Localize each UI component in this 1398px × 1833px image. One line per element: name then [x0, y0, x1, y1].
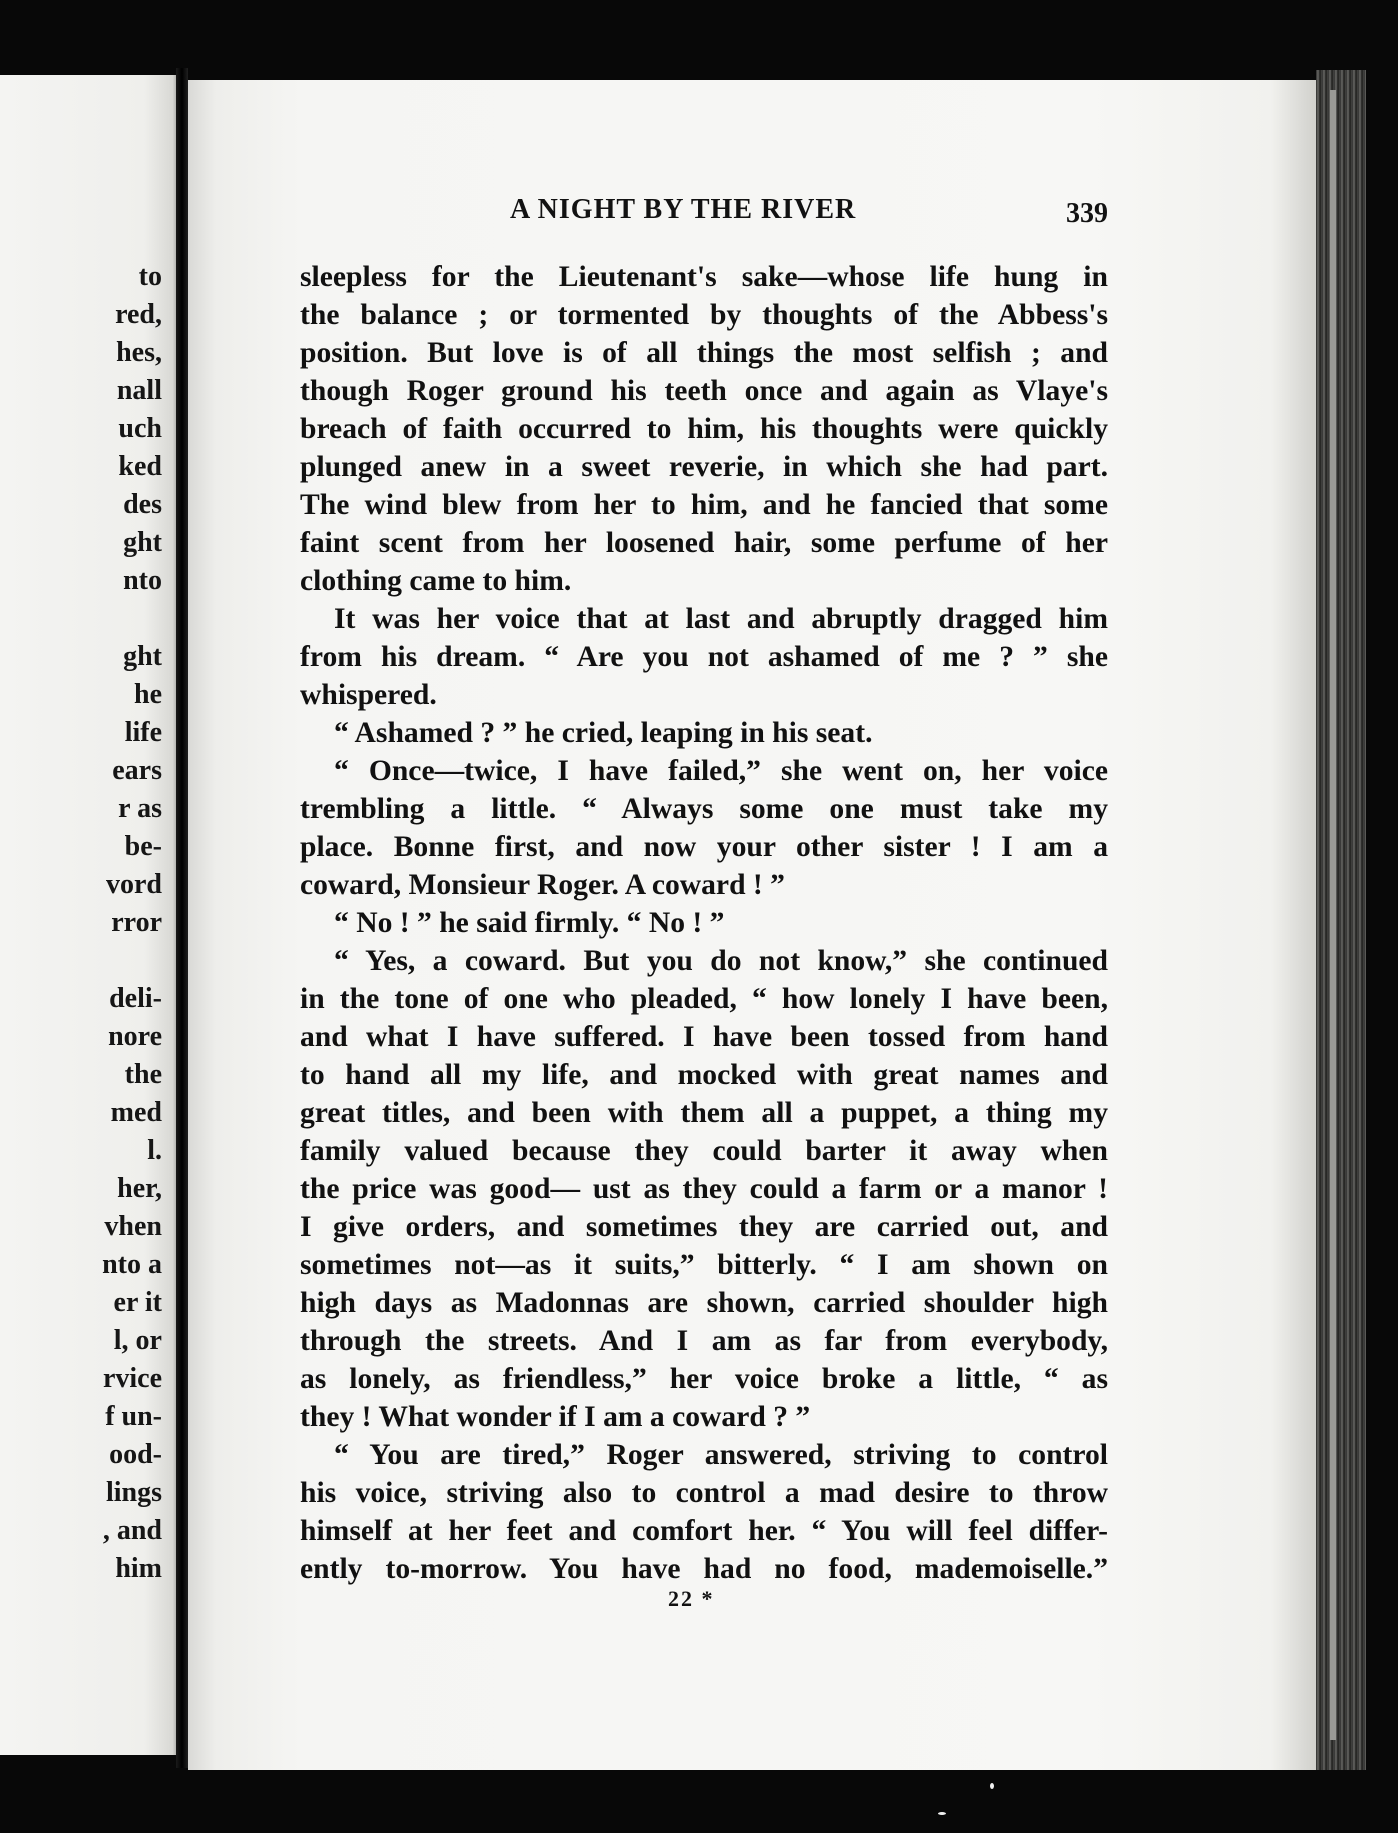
text-line: “ You are tired,” Roger answered, striving to control	[334, 1439, 1108, 1471]
fragment-line: to	[138, 261, 162, 292]
fragment-line: life	[124, 717, 162, 748]
running-head	[300, 190, 1108, 230]
text-line: “ Once—twice, I have failed,” she went on, her voice	[334, 755, 1108, 787]
text-line: in the tone of one who pleaded, “ how lonely I have been,	[300, 983, 1108, 1015]
previous-page-text-fragments	[0, 258, 176, 1588]
text-line: “ Yes, a coward. But you do not know,” she continued	[334, 945, 1108, 977]
fragment-line: he	[134, 679, 162, 710]
text-line: from his dream. “ Are you not ashamed of me ? ” she	[300, 641, 1108, 673]
fragment-line: er it	[113, 1287, 162, 1318]
fragment-line: red,	[115, 299, 162, 330]
fragment-line: deli-	[109, 983, 162, 1014]
dust-speck	[990, 1783, 994, 1789]
fragment-line: ght	[123, 527, 162, 558]
text-line: sleepless for the Lieutenant's sake—whose life hung in	[300, 261, 1108, 293]
fragment-line: l, or	[113, 1325, 162, 1356]
text-line: his voice, striving also to control a mad desire to throw	[300, 1477, 1108, 1509]
fragment-line: ood-	[109, 1439, 162, 1470]
text-line: place. Bonne first, and now your other sister ! I am a	[300, 831, 1108, 863]
fragment-line: des	[123, 489, 162, 520]
fragment-line	[0, 600, 176, 638]
fragment-line: f un-	[105, 1401, 162, 1432]
fragment-line: ears	[112, 755, 162, 786]
fragment-line: hes,	[116, 337, 162, 368]
text-line: great titles, and been with them all a puppet, a thing my	[300, 1097, 1108, 1129]
text-line: trembling a little. “ Always some one must take my	[300, 793, 1108, 825]
text-line: as lonely, as friendless,” her voice broke a little, “ as	[300, 1363, 1108, 1395]
fragment-line: the	[124, 1059, 162, 1090]
text-line: and what I have suffered. I have been tossed from hand	[300, 1021, 1108, 1053]
fragment-line: , and	[102, 1515, 162, 1546]
page-body-text	[300, 258, 1108, 1588]
text-line: though Roger ground his teeth once and again as Vlaye's	[300, 375, 1108, 407]
text-line: “ No ! ” he said firmly. “ No ! ”	[334, 907, 725, 939]
text-line: sometimes not—as it suits,” bitterly. “ I am shown on	[300, 1249, 1108, 1281]
text-line: to hand all my life, and mocked with great names and	[300, 1059, 1108, 1091]
text-line: through the streets. And I am as far from everybody,	[300, 1325, 1108, 1357]
fragment-line: l.	[147, 1135, 162, 1166]
page-edges	[1316, 70, 1366, 1770]
page-edge-highlight	[1330, 90, 1336, 1740]
fragment-line: him	[115, 1553, 162, 1584]
fragment-line: rror	[111, 907, 162, 938]
text-line: ently to-morrow. You have had no food, mademoiselle.”	[300, 1553, 1108, 1585]
fragment-line: be-	[124, 831, 162, 862]
fragment-line: r as	[118, 793, 162, 824]
text-line: faint scent from her loosened hair, some perfume of her	[300, 527, 1108, 559]
fragment-line	[0, 942, 176, 980]
chapter-title: A NIGHT BY THE RIVER	[510, 194, 857, 225]
fragment-line: vhen	[104, 1211, 162, 1242]
text-line: coward, Monsieur Roger. A coward ! ”	[300, 869, 785, 901]
page-number: 339	[1066, 198, 1108, 229]
text-line: breach of faith occurred to him, his thoughts were quickly	[300, 413, 1108, 445]
fragment-line: ght	[123, 641, 162, 672]
text-line: clothing came to him.	[300, 565, 572, 597]
fragment-line: uch	[118, 413, 162, 444]
text-line: high days as Madonnas are shown, carried shoulder high	[300, 1287, 1108, 1319]
fragment-line: her,	[117, 1173, 162, 1204]
text-line: himself at her feet and comfort her. “ You will feel differ-	[300, 1515, 1108, 1547]
text-line: whispered.	[300, 679, 437, 711]
text-line: The wind blew from her to him, and he fancied that some	[300, 489, 1108, 521]
text-line: the balance ; or tormented by thoughts of the Abbess's	[300, 299, 1108, 331]
fragment-line: nto a	[102, 1249, 162, 1280]
text-line: position. But love is of all things the most selfish ; and	[300, 337, 1108, 369]
dust-speck	[938, 1812, 946, 1815]
text-line: family valued because they could barter it away when	[300, 1135, 1108, 1167]
book-gutter	[176, 68, 188, 1768]
text-line: It was her voice that at last and abruptly dragged him	[334, 603, 1108, 635]
text-line: they ! What wonder if I am a coward ? ”	[300, 1401, 811, 1433]
text-line: “ Ashamed ? ” he cried, leaping in his seat.	[334, 717, 873, 749]
fragment-line: lings	[105, 1477, 162, 1508]
text-line: I give orders, and sometimes they are carried out, and	[300, 1211, 1108, 1243]
fragment-line: ked	[118, 451, 162, 482]
fragment-line: nto	[123, 565, 162, 596]
text-line: plunged anew in a sweet reverie, in which she had part.	[300, 451, 1108, 483]
text-line: the price was good— ust as they could a farm or a manor !	[300, 1173, 1108, 1205]
signature-mark: 22 *	[668, 1586, 715, 1611]
fragment-line: rvice	[102, 1363, 162, 1394]
fragment-line: med	[110, 1097, 162, 1128]
fragment-line: nore	[108, 1021, 162, 1052]
fragment-line: vord	[106, 869, 162, 900]
fragment-line: nall	[116, 375, 162, 406]
